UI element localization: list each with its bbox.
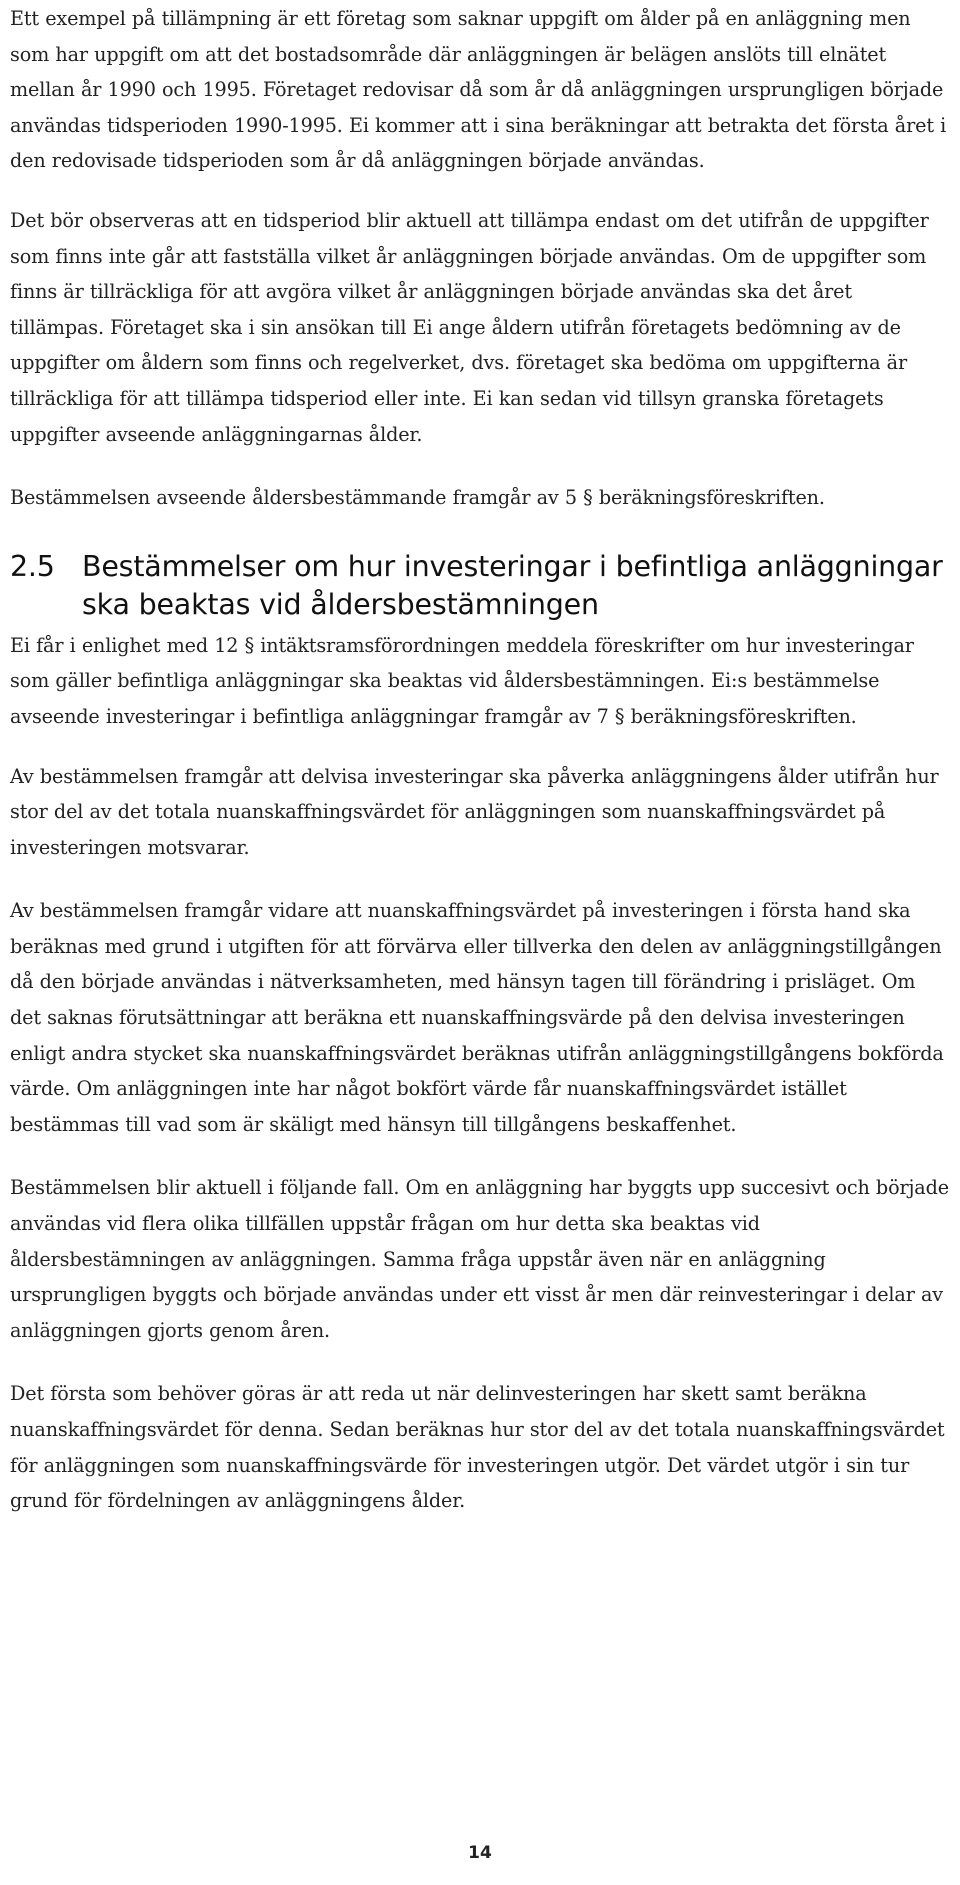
paragraph-calculation-steps: Det första som behöver göras är att reda ut när delinvesteringen har skett samt beräkna nuanskaffningsvärdet för denna. Sedan beräknas hur stor del av det totala nuanskaffningsvärdet för anläggningen som nuanskaffningsvärde för investeringen utgör. Det värdet utgör i sin tur grund för fördelningen av anläggningens ålder. xyxy=(10,1382,945,1513)
page-number: 14 xyxy=(468,1843,492,1863)
paragraph-replacement-value: Av bestämmelsen framgår vidare att nuanskaffningsvärdet på investeringen i första hand ska beräknas med grund i utgiften för att förvärva eller tillverka den delen av anläggningstillgången då den började användas i nätverksamheten, med hänsyn tagen till förändring i prisläget. Om det saknas förutsättningar att beräkna ett nuanskaffningsvärde på den delvisa investeringen enligt andra stycket ska nuanskaffningsvärdet beräknas utifrån anläggningstillgångens bokförda värde. Om anläggningen inte har något bokfört värde får nuanskaffningsvärdet istället bestämmas till vad som är skäligt med hänsyn till tillgångens beskaffenhet. xyxy=(10,899,944,1136)
paragraph-age-provision-reference: Bestämmelsen avseende åldersbestämmande framgår av 5 § beräkningsföreskriften. xyxy=(10,486,825,510)
section-heading xyxy=(10,548,950,624)
page-content xyxy=(10,0,950,1519)
paragraph-time-period-note: Det bör observeras att en tidsperiod blir aktuell att tillämpa endast om det utifrån de uppgifter som finns inte går att fastställa vilket år anläggningen började användas. Om de uppgifter som finns är tillräckliga för att avgöra vilket år anläggningen började användas ska det året tillämpas. Företaget ska i sin ansökan till Ei ange åldern utifrån företagets bedömning av de uppgifter om åldern som finns och regelverket, dvs. företaget ska bedöma om uppgifterna är tillräckliga för att tillämpa tidsperiod eller inte. Ei kan sedan vid tillsyn granska företagets uppgifter avseende anläggningarnas ålder. xyxy=(10,208,929,446)
section-title: Bestämmelser om hur investeringar i befintliga anläggningar ska beaktas vid åldersbestämningen xyxy=(82,549,943,621)
paragraph-partial-investments: Av bestämmelsen framgår att delvisa investeringar ska påverka anläggningens ålder utifrån hur stor del av det totala nuanskaffningsvärdet för anläggningen som nuanskaffningsvärdet på investeringen motsvarar. xyxy=(10,764,939,859)
section-number: 2.5 xyxy=(10,549,55,583)
paragraph-investment-regulation: Ei får i enlighet med 12 § intäktsramsförordningen meddela föreskrifter om hur investeringar som gäller befintliga anläggningar ska beaktas vid åldersbestämningen. Ei:s bestämmelse avseende investeringar i befintliga anläggningar framgår av 7 § beräkningsföreskriften. xyxy=(10,633,914,728)
paragraph-applicable-cases: Bestämmelsen blir aktuell i följande fall. Om en anläggning har byggts upp succesivt och började användas vid flera olika tillfällen uppstår frågan om hur detta ska beaktas vid åldersbestämningen av anläggningen. Samma fråga uppstår även när en anläggning ursprungligen byggts och började användas under ett visst år men där reinvesteringar i delar av anläggningen gjorts genom åren. xyxy=(10,1176,949,1342)
paragraph-age-example: Ett exempel på tillämpning är ett företag som saknar uppgift om ålder på en anläggning men som har uppgift om att det bostadsområde där anläggningen är belägen anslöts till elnätet mellan år 1990 och 1995. Företaget redovisar då som år då anläggningen ursprungligen började användas tidsperioden 1990-1995. Ei kommer att i sina beräkningar att betrakta det första året i den redovisade tidsperioden som år då anläggningen började användas. xyxy=(10,7,947,173)
